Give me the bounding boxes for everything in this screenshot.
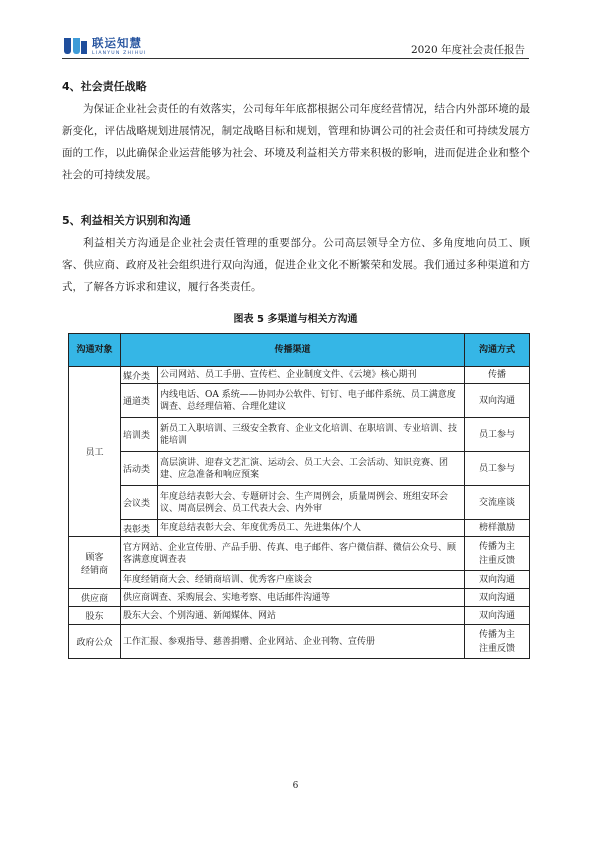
object-customer-line2: 经销商 bbox=[80, 565, 108, 576]
object-customer-line1: 顾客 bbox=[85, 552, 104, 563]
table-row bbox=[69, 607, 530, 625]
table-row bbox=[69, 520, 530, 537]
table-row bbox=[69, 384, 530, 418]
section-5-paragraph: 利益相关方沟通是企业社会责任管理的重要部分。公司高层领导全方位、多角度地向员工、顾客、供应商、政府及社会组织进行双向沟通，促进企业文化不断繁荣和发展。我们通过多种渠道和方式，了解各方诉求和建议，履行各类责任。 bbox=[62, 237, 530, 293]
method: 传播为主 注重反馈 bbox=[465, 625, 530, 659]
header-divider bbox=[62, 58, 529, 59]
page-number: 6 bbox=[292, 781, 299, 791]
object-government: 政府公众 bbox=[69, 625, 121, 659]
channel-desc: 官方网站、企业宣传册、产品手册、传真、电子邮件、客户微信群、微信公众号、顾客满意度调查表 bbox=[121, 537, 465, 571]
object-shareholder: 股东 bbox=[69, 607, 121, 625]
table-row bbox=[69, 625, 530, 659]
table-row bbox=[69, 452, 530, 486]
table-row bbox=[69, 571, 530, 589]
channel-desc: 股东大会、个别沟通、新闻媒体、网站 bbox=[121, 607, 465, 625]
logo-name-cn: 联运知慧 bbox=[92, 36, 142, 50]
method: 交流座谈 bbox=[465, 486, 530, 520]
channel-desc: 供应商调查、采购展会、实地考察、电话邮件沟通等 bbox=[121, 589, 465, 607]
company-logo bbox=[64, 38, 147, 56]
table-row bbox=[69, 589, 530, 607]
method: 双向沟通 bbox=[465, 384, 530, 418]
channel-desc: 高层演讲、迎春文艺汇演、运动会、员工大会、工会活动、知识竞赛、团建、应急准备和响应预案 bbox=[158, 452, 465, 486]
table-row bbox=[69, 537, 530, 571]
channel-type: 通道类 bbox=[121, 384, 158, 418]
method: 双向沟通 bbox=[465, 571, 530, 589]
method: 双向沟通 bbox=[465, 607, 530, 625]
table-row bbox=[69, 486, 530, 520]
page-header bbox=[62, 34, 529, 62]
method: 传播为主 注重反馈 bbox=[465, 537, 530, 571]
method: 榜样激励 bbox=[465, 520, 530, 537]
header-channel: 传播渠道 bbox=[121, 334, 465, 367]
logo-mark-icon bbox=[64, 38, 88, 56]
channel-desc: 年度总结表彰大会、专题研讨会、生产周例会，质量周例会、班组安环会议、周高层例会、员工代表大会、内外审 bbox=[158, 486, 465, 520]
channel-desc: 工作汇报、参观指导、慈善捐赠、企业网站、企业刊物、宣传册 bbox=[121, 625, 465, 659]
header-method: 沟通方式 bbox=[465, 334, 530, 367]
table-row bbox=[69, 367, 530, 384]
section-4-heading: 4、社会责任战略 bbox=[62, 80, 147, 93]
method: 员工参与 bbox=[465, 452, 530, 486]
table-caption: 图表 5 多渠道与相关方沟通 bbox=[233, 314, 358, 325]
table-header-row bbox=[69, 334, 530, 367]
channel-type: 培训类 bbox=[121, 418, 158, 452]
method: 员工参与 bbox=[465, 418, 530, 452]
section-5-heading: 5、利益相关方识别和沟通 bbox=[62, 214, 191, 227]
section-4-paragraph: 为保证企业社会责任的有效落实，公司每年年底都根据公司年度经营情况，结合内外部环境的最新变化，评估战略规划进展情况，制定战略目标和规划，管理和协调公司的社会责任和可持续发展方面的工作，以此确保企业运营能够为社会、环境及利益相关方带来积极的影响，进而促进企业和整个社会的可持续发展。 bbox=[62, 103, 530, 181]
report-title: 2020 年度社会责任报告 bbox=[410, 44, 525, 56]
channel-desc: 年度经销商大会、经销商培训、优秀客户座谈会 bbox=[121, 571, 465, 589]
channel-type: 会议类 bbox=[121, 486, 158, 520]
channel-desc: 内线电话、OA 系统——协同办公软件、钉钉、电子邮件系统、员工满意度调查、总经理信箱、合理化建议 bbox=[158, 384, 465, 418]
object-employee: 员工 bbox=[69, 367, 121, 537]
object-supplier: 供应商 bbox=[69, 589, 121, 607]
channel-type: 表彰类 bbox=[121, 520, 158, 537]
channel-type: 媒介类 bbox=[121, 367, 158, 384]
channel-desc: 年度总结表彰大会、年度优秀员工、先进集体/个人 bbox=[158, 520, 465, 537]
channel-desc: 公司网站、员工手册、宣传栏、企业制度文件、《云境》核心期刊 bbox=[158, 367, 465, 384]
logo-name-en: LIANYUN ZHIHUI bbox=[92, 50, 147, 56]
table-row bbox=[69, 418, 530, 452]
stakeholder-communication-table bbox=[68, 333, 530, 659]
method: 传播 bbox=[465, 367, 530, 384]
header-object: 沟通对象 bbox=[69, 334, 121, 367]
object-customer bbox=[69, 537, 121, 589]
channel-type: 活动类 bbox=[121, 452, 158, 486]
channel-desc: 新员工入职培训、三级安全教育、企业文化培训、在职培训、专业培训、技能培训 bbox=[158, 418, 465, 452]
method: 双向沟通 bbox=[465, 589, 530, 607]
